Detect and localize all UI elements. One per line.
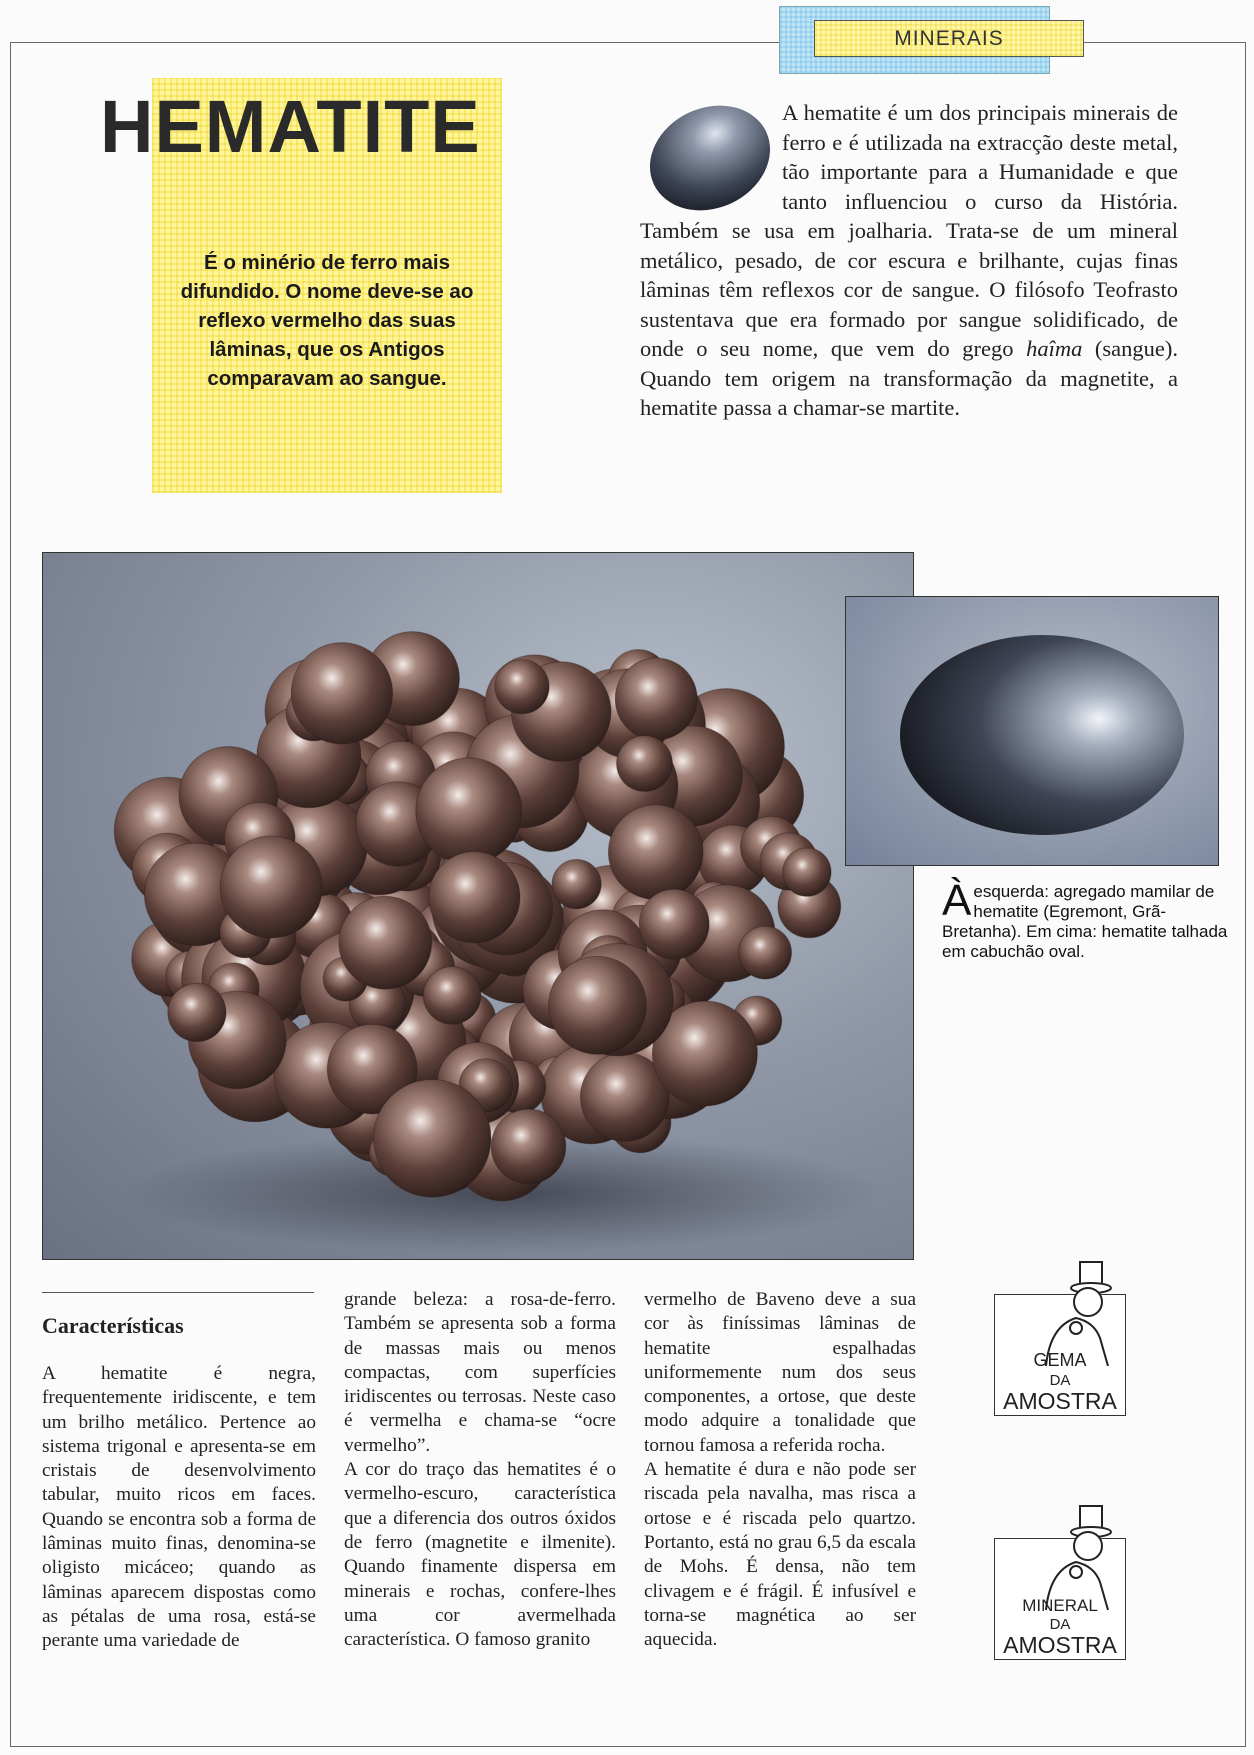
badge-line3: AMOSTRA (1003, 1388, 1117, 1414)
caption-dropcap: À (942, 876, 972, 925)
badge-line1: MINERAL (1022, 1596, 1098, 1615)
photo-caption (942, 876, 1232, 962)
caption-text: esquerda: agregado mamilar de hematite (Egremont, Grã-Bretanha). Em cima: hematite talhada em cabuchão oval. (942, 882, 1228, 961)
text-column-2: grande beleza: a rosa-de-ferro. Também se apresenta sob a forma de massas mais ou menos compactas, com superfícies iridiscentes ou terrosas. Neste caso é vermelha e chama-se “ocre vermelho”. A cor do traço das hematites é o vermelho-escuro, característica que a diferencia dos outros óxidos de ferro (magnetite e ilmenite). Quando finamente dispersa em minerais e rochas, confere-lhes uma cor avermelhada característica. O famoso granito (344, 1289, 616, 1651)
greek-word: haîma (1026, 336, 1083, 361)
section-title: Características (42, 1313, 184, 1338)
badge-line2: DA (1049, 1372, 1071, 1389)
text-column-1: A hematite é negra, frequentemente iridiscente, e tem um brilho metálico. Pertence ao sistema trigonal e apresenta-se em cristais de desenvolvimento tabular, muito ricos em faces. Quando se encontra sob a forma de lâminas muito finas, denomina-se oligisto micáceo; quando as lâminas aparecem dispostas como as pétalas de uma rosa, está-se perante uma variedade de (42, 1363, 316, 1652)
mineral-of-sample-badge (994, 1500, 1142, 1668)
badge-line2: DA (1049, 1616, 1071, 1633)
article-title: HEMATITE (100, 85, 481, 168)
hematite-aggregate-photo (42, 552, 914, 1260)
section-tab-label: MINERAIS (894, 26, 1004, 50)
section-rule (42, 1292, 314, 1293)
intro-text: É o minério de ferro mais difundido. O nome deve-se ao reflexo vermelho das suas lâminas, que os Antigos comparavam ao sangue. (180, 251, 474, 390)
badge-line3: AMOSTRA (1003, 1632, 1117, 1658)
hematite-cabochon-photo (845, 596, 1219, 866)
main-paragraph: A hematite é um dos principais minerais de ferro e é utilizada na extracção deste metal, tão importante para a Humanidade e que tanto influenciou o curso da História. Também se usa em joalharia. Trata-se de um mineral metálico, pesado, de cor escura e brilhante, cujas finas lâminas têm reflexos cor de sangue. O filósofo Teofrasto sustentava que era formado por sangue solidificado, de onde o seu nome, que vem do grego haîma (sangue). Quando tem origem na transformação da magnetite, a hematite passa a chamar-se martite. (640, 100, 1179, 420)
badge-line1: GEMA (1033, 1350, 1087, 1370)
text-column-3: vermelho de Baveno deve a sua cor às finíssimas lâminas de hematite espalhadas uniformemente num dos seus componentes, a ortose, que deste modo adquire a tonalidade que tornou famosa a referida rocha. A hematite é dura e não pode ser riscada pela navalha, mas risca a ortose e é riscada pelo quartzo. Portanto, está no grau 6,5 da escala de Mohs. É densa, não tem clivagem e é frágil. É infusível e torna-se magnética ao ser aquecida. (644, 1289, 916, 1651)
gem-of-sample-badge (994, 1256, 1142, 1424)
section-tab (814, 20, 1084, 57)
collector-figure-icon (1016, 1500, 1126, 1610)
